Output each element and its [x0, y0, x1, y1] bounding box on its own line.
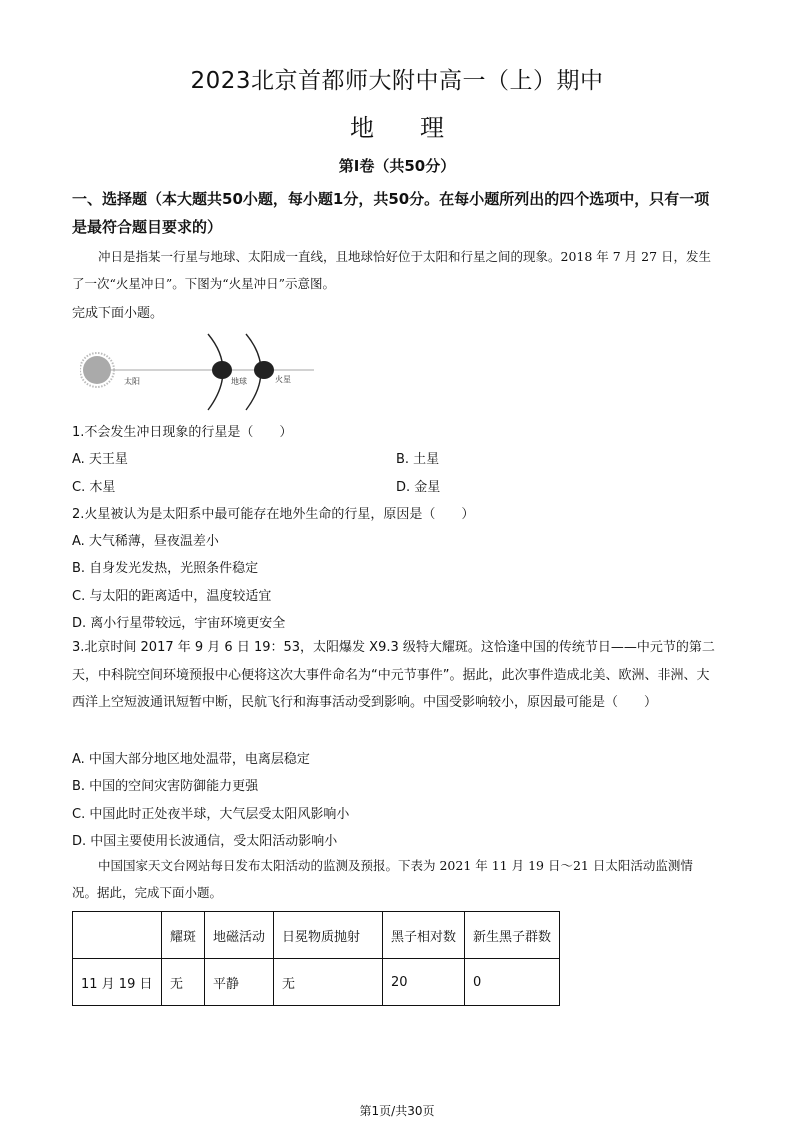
table-header-row [73, 912, 560, 959]
table-header-cell [73, 912, 162, 959]
question-1-option-c[interactable]: C. 木星 [72, 480, 116, 495]
table-cell: 11 月 19 日 [73, 959, 162, 1006]
question-1-option-a[interactable]: A. 天王星 [72, 452, 128, 467]
question-2-option-c[interactable]: C. 与太阳的距离适中，温度较适宜 [72, 589, 272, 604]
table-cell: 无 [274, 959, 383, 1006]
page-number: 第1页/共30页 [359, 1104, 435, 1118]
earth-icon [212, 361, 232, 379]
table-cell: 0 [465, 959, 560, 1006]
table-header-cell: 地磁活动 [205, 912, 274, 959]
intro-paragraph: 冲日是指某一行星与地球、太阳成一直线，且地球恰好位于太阳和行星之间的现象。2018 年 7 月 27 日，发生了一次“火星冲日”。下图为“火星冲日”示意图。 [72, 249, 712, 291]
question-3-option-d[interactable]: D. 中国主要使用长波通信，受太阳活动影响小 [72, 834, 338, 849]
exam-title: 2023北京首都师大附中高一（上）期中 [190, 68, 604, 94]
section-heading: 一、选择题（本大题共50小题，每小题1分，共50分。在每小题所列出的四个选项中，只有一项是最符合题目要求的） [72, 190, 710, 236]
question-2-option-b[interactable]: B. 自身发光发热，光照条件稳定 [72, 561, 259, 576]
table-header-cell: 黑子相对数 [383, 912, 465, 959]
table-header-cell: 日冕物质抛射 [274, 912, 383, 959]
table-cell: 平静 [205, 959, 274, 1006]
question-1-option-d[interactable]: D. 金星 [396, 480, 441, 495]
question-1-option-b[interactable]: B. 土星 [396, 452, 440, 467]
table-row [73, 959, 560, 1006]
mars-icon [254, 361, 274, 379]
question-2-stem: 2.火星被认为是太阳系中最可能存在地外生命的行星，原因是（ ） [72, 507, 475, 522]
sun-label: 太阳 [124, 377, 140, 386]
volume-label: 第Ⅰ卷（共50分） [338, 157, 456, 175]
table-header-cell: 耀斑 [162, 912, 205, 959]
earth-label: 地球 [231, 377, 247, 386]
question-3-stem: 3.北京时间 2017 年 9 月 6 日 19：53，太阳爆发 X9.3 级特大耀斑。这恰逢中国的传统节日——中元节的第二天，中科院空间环境预报中心便将这次大事件命名为“中元节事件”。据此，此次事件造成北美、欧洲、非洲、大西洋上空短波通讯短暂中断，民航飞行和海事活动受到影响。中国受影响较小，原因最可能是（ ） [72, 640, 715, 710]
mars-opposition-diagram [80, 332, 320, 412]
sun-icon [80, 353, 114, 387]
table-header-cell: 新生黑子群数 [465, 912, 560, 959]
question-2-option-a[interactable]: A. 大气稀薄，昼夜温差小 [72, 534, 219, 549]
table-cell: 20 [383, 959, 465, 1006]
subject-title: 地理 [350, 114, 490, 142]
solar-activity-table [72, 911, 560, 1006]
intro-instruction: 完成下面小题。 [72, 306, 164, 321]
table-cell: 无 [162, 959, 205, 1006]
question-3-option-c[interactable]: C. 中国此时正处夜半球，大气层受太阳风影响小 [72, 807, 350, 822]
intro2-paragraph: 中国国家天文台网站每日发布太阳活动的监测及预报。下表为 2021 年 11 月 19 日～21 日太阳活动监测情况。据此，完成下面小题。 [72, 858, 693, 900]
question-3-option-a[interactable]: A. 中国大部分地区地处温带，电离层稳定 [72, 752, 310, 767]
question-3-option-b[interactable]: B. 中国的空间灾害防御能力更强 [72, 779, 259, 794]
question-2-option-d[interactable]: D. 离小行星带较远，宇宙环境更安全 [72, 616, 286, 631]
mars-label: 火星 [275, 375, 291, 384]
question-1-stem: 1.不会发生冲日现象的行星是（ ） [72, 425, 293, 440]
